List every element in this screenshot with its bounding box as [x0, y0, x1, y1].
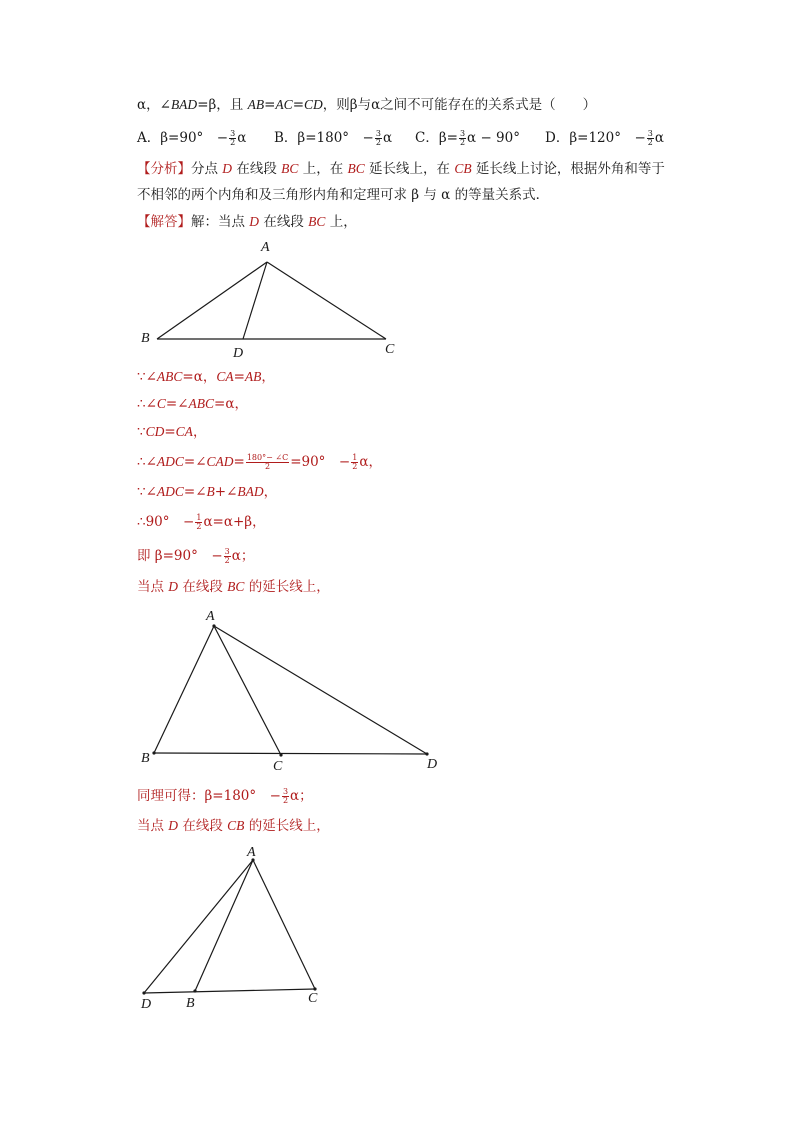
stem-text: ，则β与α之间不可能存在的关系式是（ ） — [322, 97, 597, 113]
fraction: $\frac{180^\circ- \angle C}{2}$ — [246, 453, 289, 471]
fraction: $\frac{1}{2}$ — [196, 513, 202, 531]
case-3-intro: 当点 D 在线段 CB 的延长线上， — [137, 818, 330, 834]
step-3: ∵CD=CA， — [137, 424, 207, 440]
analysis-line-2: 不相邻的两个内角和及三角形内角和定理可求 β 与 α 的等量关系式． — [137, 187, 550, 203]
segment-dc — [144, 989, 315, 993]
analysis-line-1: 【分析】分点 D 在线段 BC 上，在 BC 延长线上，在 CB 延长线上讨论，根据外角和等于 — [137, 161, 665, 177]
fraction: $\frac{3}{2}$ — [224, 547, 230, 565]
fraction: $\frac{3}{2}$ — [230, 129, 236, 147]
segment-ac — [253, 860, 315, 989]
answer-intro: 【解答】解：当点 D 在线段 BC 上， — [137, 214, 357, 230]
fraction: $\frac{3}{2}$ — [647, 129, 653, 147]
case-2-result: 同理可得：β=180° − $\frac{3}{2}$ α； — [137, 787, 313, 805]
option-c: C．β= $\frac{3}{2}$ α − 90° — [415, 129, 520, 147]
label-c: C — [308, 991, 318, 1006]
label-d: D — [427, 757, 438, 772]
label-c: C — [273, 759, 283, 774]
label-c: C — [385, 342, 395, 357]
segment-ad — [144, 860, 253, 993]
label-b: B — [141, 751, 150, 766]
stem-text: α，∠ — [137, 97, 171, 113]
step-1: ∵∠ABC=α，CA=AB， — [137, 369, 275, 385]
label-a: A — [206, 609, 215, 624]
fraction: $\frac{3}{2}$ — [375, 129, 381, 147]
label-a: A — [247, 845, 256, 860]
case-2-intro: 当点 D 在线段 BC 的延长线上， — [137, 579, 330, 595]
analysis-tag: 【分析】 — [137, 161, 191, 177]
option-d: D．β=120° − $\frac{3}{2}$ α — [545, 129, 664, 147]
label-b: B — [141, 331, 150, 346]
stem-var: AB — [247, 97, 265, 112]
stem-text: = — [264, 97, 276, 113]
fraction: $\frac{3}{2}$ — [282, 787, 289, 805]
step-4: ∴∠ADC=∠CAD= $\frac{180^\circ- \angle C}{2}$ =90° − $\frac{1}{2}$ α， — [137, 453, 382, 471]
stem-text: = — [292, 97, 304, 113]
step-2: ∴∠C=∠ABC=α， — [137, 396, 248, 412]
step-6: ∴90° − $\frac{1}{2}$ α=α+β， — [137, 513, 266, 531]
label-d: D — [233, 346, 244, 361]
label-d: D — [141, 997, 152, 1012]
stem-var: BAD — [170, 97, 198, 112]
step-7: 即 β=90° − $\frac{3}{2}$ α； — [137, 547, 255, 565]
label-b: B — [186, 996, 195, 1011]
fraction: $\frac{1}{2}$ — [352, 453, 358, 471]
stem-var: CD — [304, 97, 323, 112]
segment-ab — [195, 860, 253, 991]
fraction: $\frac{3}{2}$ — [459, 129, 466, 147]
stem-text: =β，且 — [197, 97, 248, 113]
option-a: A．β=90° − $\frac{3}{2}$ α — [137, 129, 247, 147]
label-a: A — [261, 240, 270, 255]
stem-var: AC — [275, 97, 293, 112]
step-5: ∵∠ADC=∠B+∠BAD， — [137, 484, 278, 500]
option-b: B．β=180° − $\frac{3}{2}$ α — [274, 129, 393, 147]
answer-tag: 【解答】 — [137, 214, 191, 230]
